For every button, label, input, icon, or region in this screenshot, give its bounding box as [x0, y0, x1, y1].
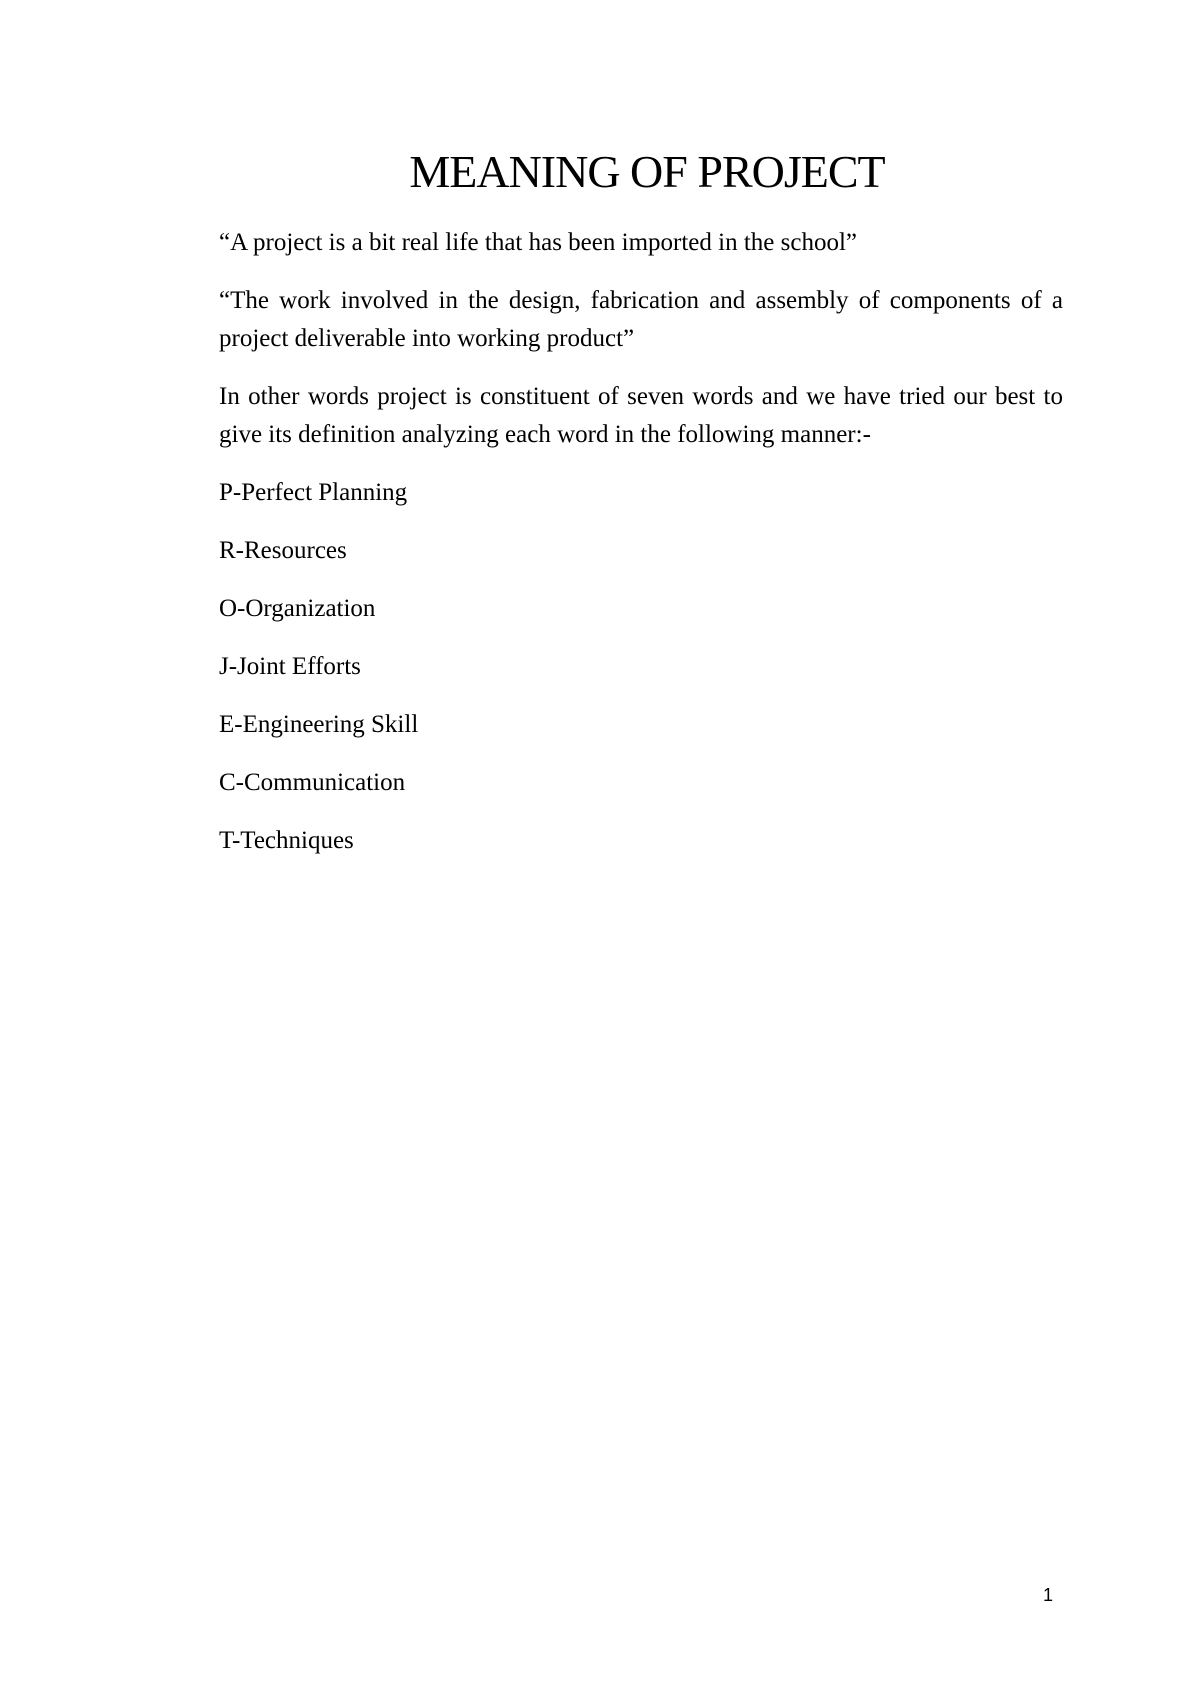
acronym-item-t: T-Techniques	[219, 827, 354, 854]
acronym-item-o: O-Organization	[219, 595, 376, 622]
acronym-item-p: P-Perfect Planning	[219, 479, 408, 506]
page-number: 1	[1043, 1585, 1054, 1605]
quote-paragraph-1: “A project is a bit real life that has been imported in the school”	[219, 229, 857, 256]
acronym-item-c: C-Communication	[219, 769, 406, 796]
acronym-item-j: J-Joint Efforts	[219, 653, 361, 680]
document-body	[219, 224, 1063, 880]
intro-paragraph: In other words project is constituent of seven words and we have tried our best to give its definition analyzing each word in the following manner:-	[219, 383, 1063, 448]
acronym-list	[219, 474, 1063, 860]
page-title: MEANING OF PROJECT	[409, 146, 885, 197]
quote-paragraph-2: “The work involved in the design, fabrication and assembly of components of a project deliverable into working product”	[219, 287, 1063, 352]
acronym-item-e: E-Engineering Skill	[219, 711, 419, 738]
acronym-item-r: R-Resources	[219, 537, 347, 564]
